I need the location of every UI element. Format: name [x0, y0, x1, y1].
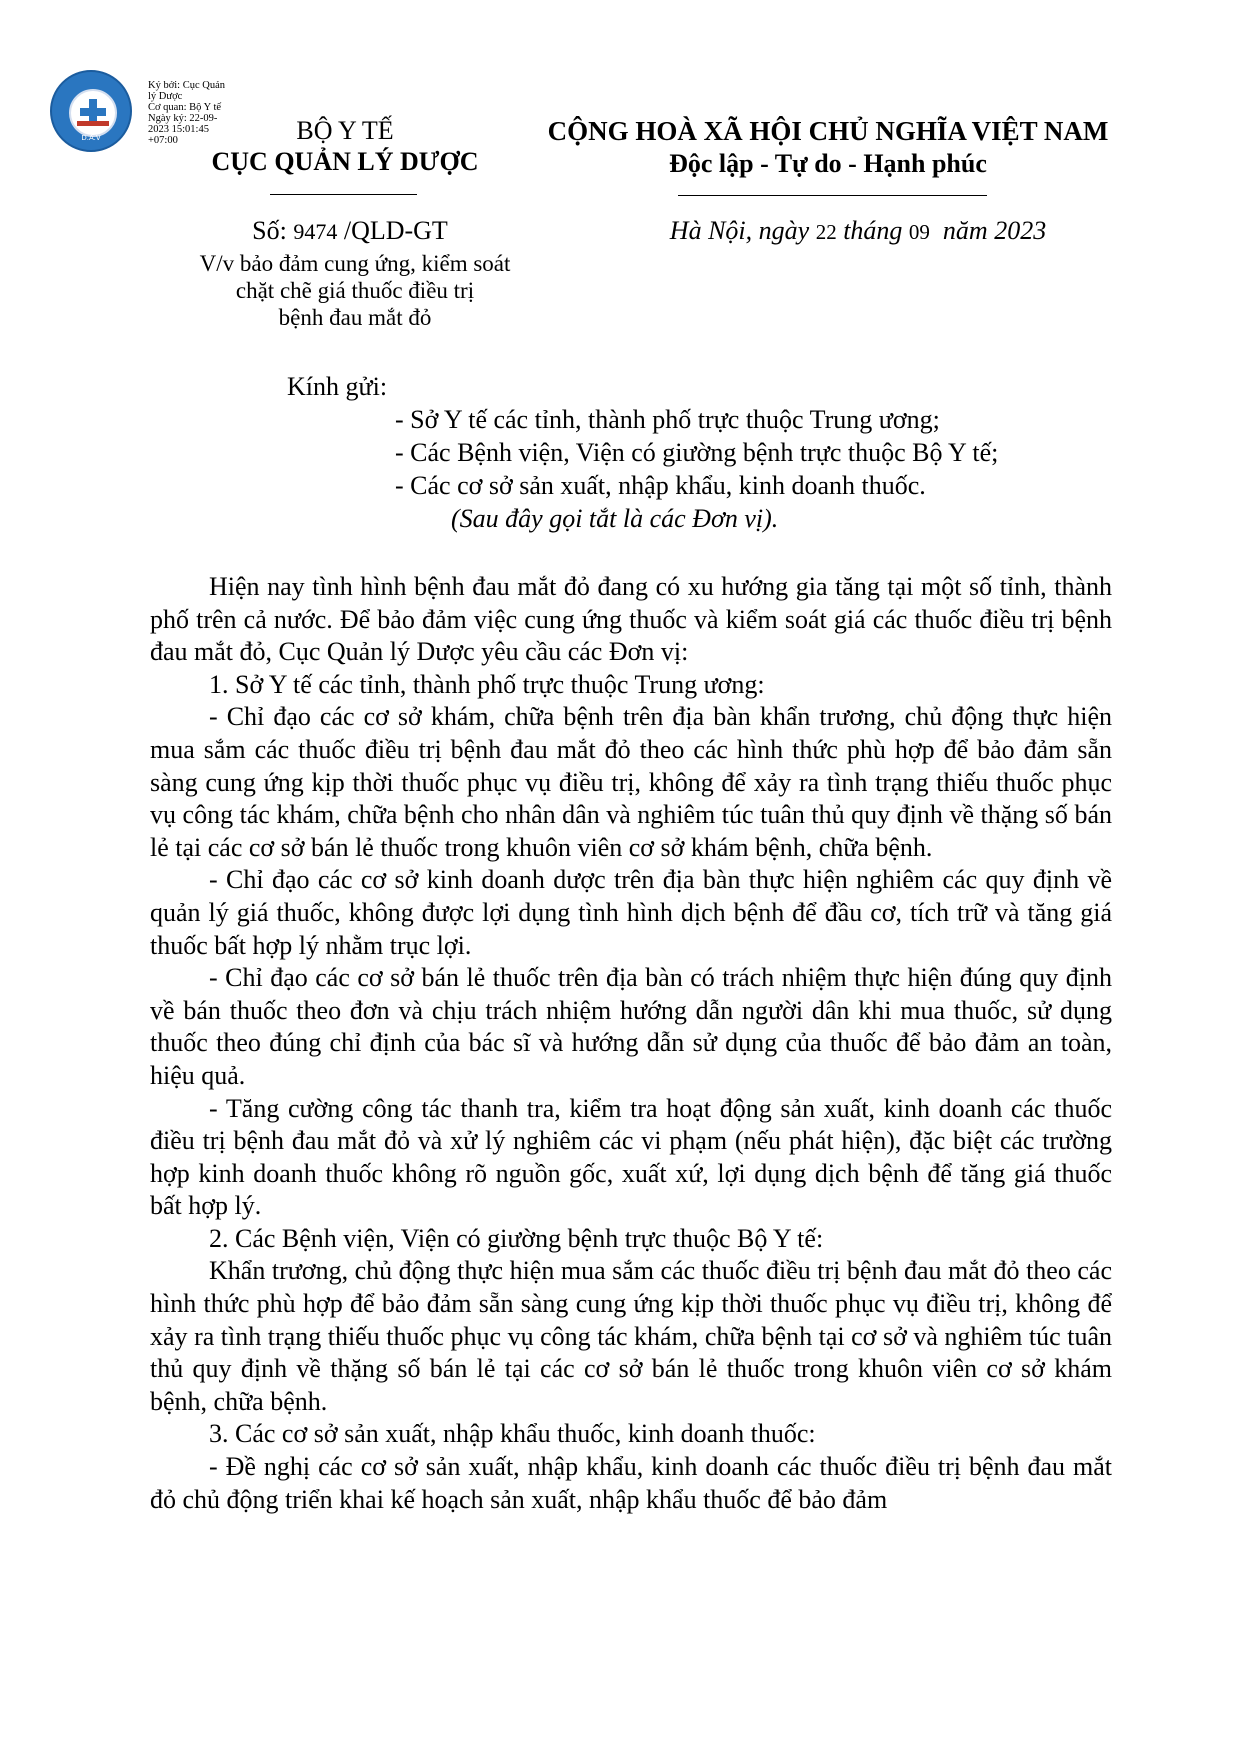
recipient-item: - Các cơ sở sản xuất, nhập khẩu, kinh doanh thuốc.: [395, 471, 926, 500]
section-heading: 1. Sở Y tế các tỉnh, thành phố trực thuộc Trung ương:: [209, 669, 765, 699]
recipients-note: (Sau đây gọi tắt là các Đơn vị).: [451, 504, 779, 533]
body-paragraph: - Chỉ đạo các cơ sở khám, chữa bệnh trên địa bàn khẩn trương, chủ động thực hiện mua sắm các thuốc điều trị bệnh đau mắt đỏ theo các hình thức phù hợp để bảo đảm sẵn sàng cung ứng kịp thời thuốc phục vụ điều trị, không để xảy ra tình trạng thiếu thuốc phục vụ công tác khám, chữa bệnh cho nhân dân và nghiêm túc tuân thủ quy định về thặng số bán lẻ tại các cơ sở bán lẻ thuốc trong khuôn viên cơ sở khám bệnh, chữa bệnh.: [150, 702, 1112, 862]
signature-line: +07:00: [148, 135, 178, 146]
document-body: [150, 571, 1112, 1516]
header-divider-left: [270, 194, 417, 195]
subject-line: chặt chẽ giá thuốc điều trị: [235, 278, 475, 303]
recipient-item: - Sở Y tế các tỉnh, thành phố trực thuộc Trung ương;: [395, 405, 940, 434]
document-number: [180, 216, 520, 246]
signature-line: 2023 15:01:45: [148, 124, 209, 135]
document-number-prefix: Số:: [252, 216, 287, 245]
body-paragraph: - Chỉ đạo các cơ sở bán lẻ thuốc trên địa bàn có trách nhiệm thực hiện đúng quy định về bán thuốc theo đơn và chịu trách nhiệm hướng dẫn người dân khi mua thuốc, sử dụng thuốc theo đúng chỉ định của bác sĩ và hướng dẫn sử dụng của thuốc để bảo đảm an toàn, hiệu quả.: [150, 963, 1112, 1090]
body-paragraph: Khẩn trương, chủ động thực hiện mua sắm các thuốc điều trị bệnh đau mắt đỏ theo các hình thức phù hợp để bảo đảm sẵn sàng cung ứng kịp thời thuốc phục vụ điều trị, không để xảy ra tình trạng thiếu thuốc phục vụ công tác khám, chữa bệnh tại cơ sở và nghiêm túc tuân thủ quy định về thặng số bán lẻ tại các cơ sở bán lẻ thuốc trong khuôn viên cơ sở khám bệnh, chữa bệnh.: [150, 1256, 1112, 1416]
subject-line: bệnh đau mắt đỏ: [278, 305, 432, 330]
department-name: CỤC QUẢN LÝ DƯỢC: [211, 147, 479, 176]
republic-name: CỘNG HOÀ XÃ HỘI CHỦ NGHĨA VIỆT NAM: [547, 116, 1109, 146]
national-motto: Độc lập - Tự do - Hạnh phúc: [669, 149, 987, 178]
document-number-value: 9474: [293, 219, 338, 244]
signature-line: lý Dược: [148, 91, 183, 102]
document-subject: [160, 250, 550, 331]
recipients-label: Kính gửi:: [287, 372, 388, 401]
body-paragraph: - Chỉ đạo các cơ sở kinh doanh dược trên địa bàn thực hiện nghiêm các quy định về quản lý giá thuốc, không được lợi dụng tình hình dịch bệnh để đầu cơ, tích trữ và tăng giá thuốc bất hợp lý nhằm trục lợi.: [150, 865, 1112, 960]
document-number-suffix: /QLD-GT: [343, 216, 448, 245]
signature-line: Ký bởi: Cục Quản: [148, 80, 226, 91]
body-paragraph: - Tăng cường công tác thanh tra, kiểm tra hoạt động sản xuất, kinh doanh các thuốc điều trị bệnh đau mắt đỏ và xử lý nghiêm các vi phạm (nếu phát hiện), đặc biệt các trường hợp kinh doanh thuốc không rõ nguồn gốc, xuất xứ, lợi dụng dịch bệnh để tăng giá thuốc bất hợp lý.: [150, 1093, 1112, 1221]
section-heading: 2. Các Bệnh viện, Viện có giường bệnh trực thuộc Bộ Y tế:: [209, 1223, 824, 1253]
document-date: [608, 216, 1108, 246]
subject-line: V/v bảo đảm cung ứng, kiểm soát: [199, 251, 511, 276]
date-month-label: tháng: [843, 216, 903, 245]
body-paragraph: Hiện nay tình hình bệnh đau mắt đỏ đang có xu hướng gia tăng tại một số tỉnh, thành phố trên cả nước. Để bảo đảm việc cung ứng thuốc và kiểm soát giá các thuốc điều trị bệnh đau mắt đỏ, Cục Quản lý Dược yêu cầu các Đơn vị:: [150, 572, 1112, 667]
agency-seal-icon: [50, 70, 132, 152]
signature-line: Cơ quan: Bộ Y tế: [148, 102, 222, 113]
date-prefix: Hà Nội, ngày: [669, 216, 810, 245]
header-divider-right: [678, 195, 987, 196]
date-month: 09: [908, 220, 930, 244]
seal-text: D.A.V: [81, 134, 101, 142]
date-year: năm 2023: [942, 216, 1047, 245]
recipient-item: - Các Bệnh viện, Viện có giường bệnh trực thuộc Bộ Y tế;: [395, 438, 999, 467]
ministry-name: BỘ Y TẾ: [296, 116, 394, 145]
signature-line: Ngày ký: 22-09-: [148, 113, 218, 124]
body-paragraph: - Đề nghị các cơ sở sản xuất, nhập khẩu, kinh doanh các thuốc điều trị bệnh đau mắt đỏ chủ động triển khai kế hoạch sản xuất, nhập khẩu thuốc để bảo đảm: [150, 1452, 1112, 1514]
section-heading: 3. Các cơ sở sản xuất, nhập khẩu thuốc, kinh doanh thuốc:: [209, 1419, 816, 1449]
date-day: 22: [815, 220, 837, 244]
